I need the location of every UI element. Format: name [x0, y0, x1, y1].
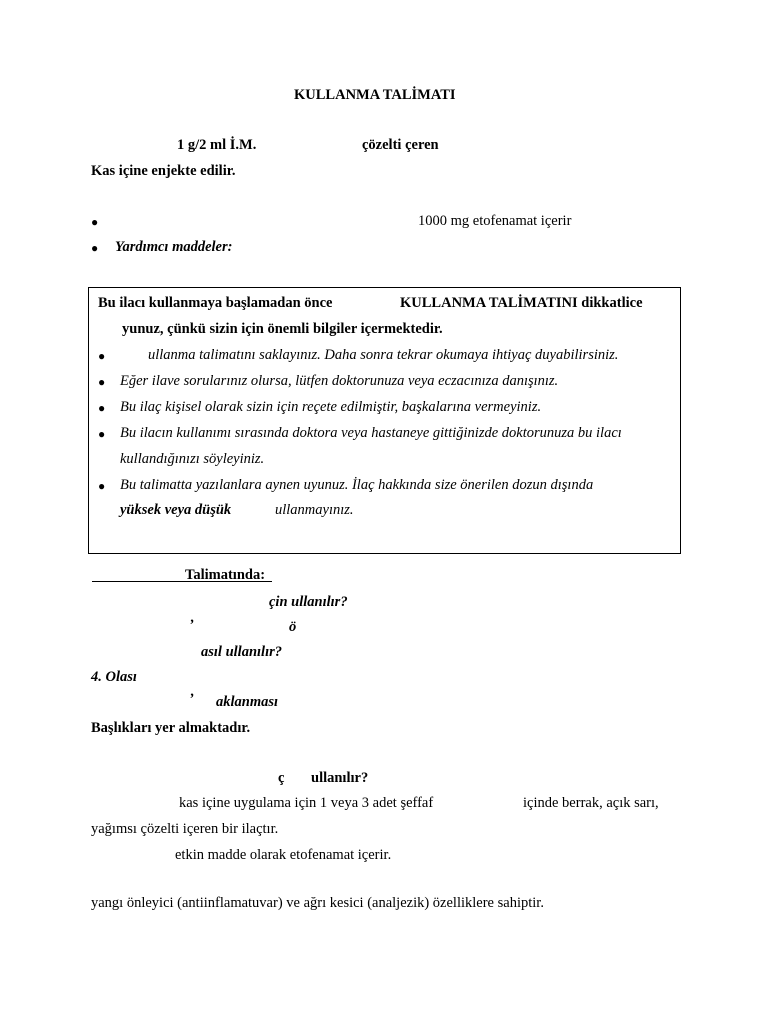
bullet-icon: ●: [98, 375, 106, 389]
toc-item-4: 4. Olası: [91, 669, 137, 685]
toc-item-5: aklanması: [216, 694, 279, 710]
warning-item-continuation: kullandığınızı söyleyiniz.: [120, 451, 265, 467]
body-text: yangı önleyici (antiinflamatuvar) ve ağrı kesici (analjezik) özelliklere sahiptir.: [91, 895, 544, 911]
warning-item: Bu talimatta yazılanlara aynen uyunuz. İlaç hakkında size önerilen dozun dışında: [120, 477, 594, 493]
warning-item: Bu ilacın kullanımı sırasında doktora veya hastaneye gittiğinizde doktorunuza bu ilacı: [120, 425, 622, 441]
toc-item-2-apostrophe: ’: [189, 617, 194, 633]
toc-item-1: çin ullanılır?: [269, 594, 348, 610]
warning-item: Eğer ilave sorularınız olursa, lütfen doktorunuza veya eczacınıza danışınız.: [120, 373, 559, 389]
bullet-icon: ●: [91, 215, 99, 229]
active-ingredient: 1000 mg etofenamat içerir: [418, 213, 572, 229]
warning-item-continuation: ullanmayınız.: [275, 502, 354, 518]
bullet-icon: ●: [98, 401, 106, 415]
bullet-icon: ●: [91, 241, 99, 255]
warning-item: ullanma talimatını saklayınız. Daha sonra tekrar okumaya ihtiyaç duyabilirsiniz.: [148, 347, 619, 363]
document-title: KULLANMA TALİMATI: [294, 87, 456, 103]
body-text: içinde berrak, açık sarı,: [523, 795, 659, 811]
body-text: kas içine uygulama için 1 veya 3 adet şeffaf: [179, 795, 434, 811]
toc-item-2: ö: [289, 619, 297, 635]
toc-heading: Talimatında:: [185, 567, 266, 583]
toc-footer: Başlıkları yer almaktadır.: [91, 720, 251, 736]
dose-form-description: çözelti çeren: [362, 137, 439, 153]
warning-intro-left: Bu ilacı kullanmaya başlamadan önce: [98, 295, 333, 311]
warning-emphasis: yüksek veya düşük: [120, 502, 232, 518]
warning-intro-right: KULLANMA TALİMATINI dikkatlice: [400, 295, 643, 311]
warning-intro-line2: yunuz, çünkü sizin için önemli bilgiler içermektedir.: [122, 321, 443, 337]
toc-item-3: asıl ullanılır?: [201, 644, 282, 660]
toc-item-5-apostrophe: ’: [189, 691, 194, 707]
bullet-icon: ●: [98, 349, 106, 363]
bullet-icon: ●: [98, 479, 106, 493]
body-text: yağımsı çözelti içeren bir ilaçtır.: [91, 821, 279, 837]
administration-route: Kas içine enjekte edilir.: [91, 163, 236, 179]
body-text: etkin madde olarak etofenamat içerir.: [175, 847, 392, 863]
warning-item: Bu ilaç kişisel olarak sizin için reçete edilmiştir, başkalarına vermeyiniz.: [120, 399, 542, 415]
section-heading-part: ç: [278, 770, 285, 786]
dose-form-strength: 1 g/2 ml İ.M.: [177, 137, 257, 153]
section-heading: ullanılır?: [311, 770, 369, 786]
excipients-label: Yardımcı maddeler:: [115, 239, 233, 255]
bullet-icon: ●: [98, 427, 106, 441]
